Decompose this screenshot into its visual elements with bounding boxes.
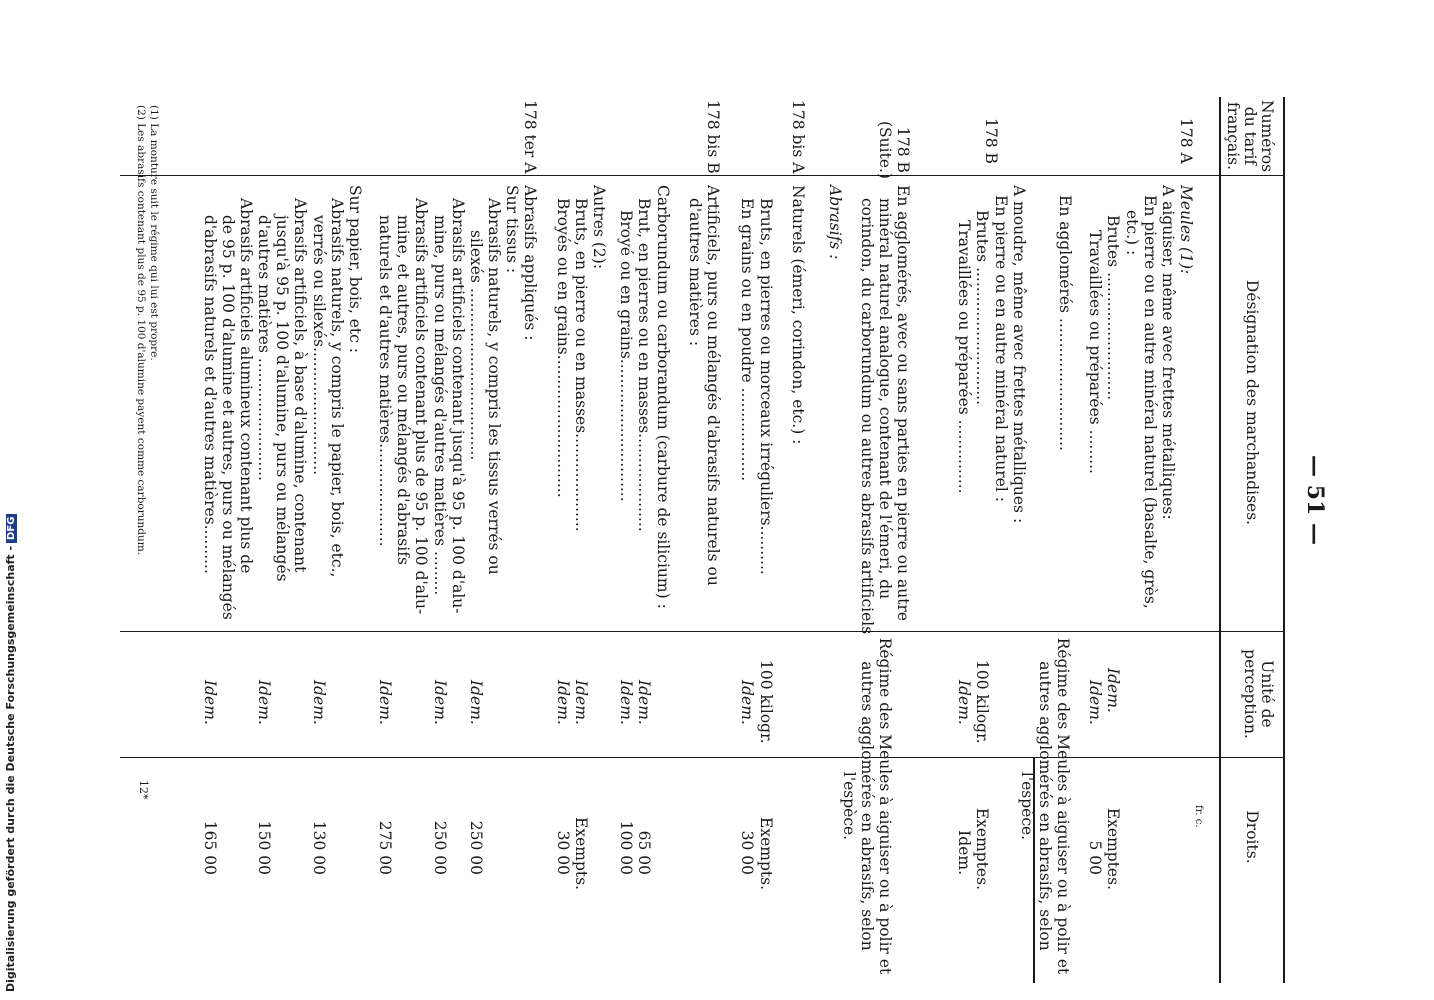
designation-line: Autres (2):	[590, 185, 608, 270]
unit-cell: Idem.	[376, 680, 394, 725]
unit-cell: 100 kilogr.	[973, 660, 991, 744]
column-divider-2	[120, 631, 1285, 632]
unit-cell: Idem.	[1104, 668, 1122, 713]
header-numeros: Numéros du tarif français.	[1224, 100, 1276, 173]
regime-note: Régime des Meules à aiguiser ou à polir et autres agglomérés en abrasifs, selon l'espèce.	[1018, 637, 1072, 975]
dfg-logo: DFG	[6, 514, 17, 543]
unit-cell: Idem.	[635, 680, 653, 725]
header-unite: Unité de perception.	[1241, 649, 1276, 739]
duty-cell: 30 00	[554, 830, 572, 875]
top-rule	[1283, 97, 1285, 983]
duty-cell: 30 00	[738, 830, 756, 875]
unit-cell: Idem.	[310, 680, 328, 725]
designation-line: Meules (1):	[1177, 185, 1195, 275]
designation-line: de 95 p. 100 d'alumine et autres, purs ou mélangés	[219, 215, 237, 620]
duty-cell: Exemptes.	[1104, 807, 1122, 890]
column-divider-1	[120, 175, 1285, 176]
designation-line: minéral naturel analogue, contenant de l'émeri, du	[876, 198, 894, 600]
duty-cell: 65 00	[635, 830, 653, 875]
designation-line: Brut, en pierres ou en masses....................	[635, 198, 653, 532]
duty-cell: Exempts.	[757, 817, 775, 890]
header-designation: Désignation des marchandises.	[1243, 279, 1261, 526]
duty-cell: 150 00	[255, 820, 273, 875]
designation-line: En grains ou en poudre ...................	[738, 198, 756, 482]
unit-cell: Idem.	[617, 680, 635, 725]
duty-cell: Exempts.	[572, 817, 590, 890]
designation-line: Abrasifs naturels, y compris les tissus verrés ou	[485, 198, 503, 575]
designation-line: En pierre ou en autre minéral naturel (basalte, grès,	[1141, 195, 1159, 609]
designation-line: Naturels (émeri, corindon, etc.) :	[789, 185, 807, 445]
designation-line: Brutes ............................	[973, 210, 991, 406]
designation-line: Carborundum ou carborandum (carbure de silicium) :	[654, 185, 672, 609]
designation-line: Travaillées ou préparées ...............	[955, 220, 973, 494]
tariff-number: 178 ter A	[521, 100, 539, 174]
signature-mark: 12*	[137, 780, 150, 800]
duty-cell: 130 00	[310, 820, 328, 875]
duty-cell: Idem.	[955, 830, 973, 875]
designation-line: Brutes ..........................	[1104, 215, 1122, 401]
unit-cell: Idem.	[467, 680, 485, 725]
unit-cell: Idem.	[572, 680, 590, 725]
designation-line: En pierre ou en autre minéral naturel :	[992, 195, 1010, 502]
header-rule	[1219, 97, 1221, 983]
unit-cell: Idem.	[554, 680, 572, 725]
unit-cell: 100 kilogr.	[757, 660, 775, 744]
designation-line: mine, purs ou mélangés d'autres matières .........	[431, 215, 449, 596]
header-droits: Droits.	[1243, 810, 1261, 864]
footnote: (1) La monture suit le régime qui lui est propre.	[148, 105, 160, 361]
designation-line: En agglomérés, avec ou sans parties en pierre ou autre	[894, 185, 912, 622]
duty-cell: 100 00	[617, 820, 635, 875]
designation-line: Bruts, en pierres ou morceaux irréguliers..........	[757, 198, 775, 575]
currency-label: fr. c.	[1193, 805, 1204, 828]
page-number: — 51 —	[1302, 455, 1328, 545]
designation-line: Bruts, en pierre ou en masses....................	[572, 198, 590, 532]
designation-line: Artificiels, purs ou mélangés d'abrasifs naturels ou	[704, 185, 722, 586]
unit-cell: Idem.	[738, 680, 756, 725]
designation-line: Travaillées ou préparées .........	[1086, 230, 1104, 474]
designation-line: mine, et autres, purs ou mélangés d'abrasifs	[394, 215, 412, 565]
designation-line: jusqu'à 95 p. 100 d'alumine, purs ou mélangés	[273, 215, 291, 582]
duty-cell: Exemptes.	[973, 807, 991, 890]
column-divider-3	[120, 757, 1285, 758]
designation-line: Abrasifs appliqués :	[521, 185, 539, 341]
designation-line: Sur papier, bois, etc :	[346, 185, 364, 353]
unit-cell: Idem.	[255, 680, 273, 725]
designation-line: verrés ou silexés..........................	[310, 215, 328, 476]
unit-cell: Idem.	[431, 680, 449, 725]
duty-cell: 165 00	[201, 820, 219, 875]
unit-cell: Idem.	[955, 680, 973, 725]
credit-text: Digitalisierung gefördert durch die Deutsche Forschungsgemeinschaft -	[4, 545, 17, 992]
duty-cell: 275 00	[376, 820, 394, 875]
designation-line: A moudre, même avec frettes métalliques :	[1010, 185, 1028, 524]
document-page	[130, 0, 1330, 1000]
designation-line: corindon, du carborundum ou autres abrasifs artificiels	[858, 198, 876, 635]
footnote: (2) Les abrasifs contenant plus de 95 p. 100 d'alumine payent comme carborundum.	[135, 105, 147, 556]
duty-cell: 250 00	[431, 820, 449, 875]
designation-line: Abrasifs artificiels contenant plus de 95 p. 100 d'alu-	[412, 198, 430, 615]
designation-line: Sur tissus :	[503, 185, 521, 274]
tariff-number: 178 B	[982, 118, 1000, 164]
unit-cell: Idem.	[1086, 680, 1104, 725]
tariff-number: 178 A	[1177, 118, 1195, 164]
designation-line: Abrasifs artificiels, à base d'alumine, contenant	[291, 198, 309, 573]
designation-line: d'abrasifs naturels et d'autres matières..........	[201, 215, 219, 574]
designation-line: naturels et d'autres matières.....................	[376, 215, 394, 547]
designation-line: Broyé ou en grains.............................	[617, 210, 635, 502]
regime-note: Régime des Meules à aiguiser ou à polir et autres agglomérés en abrasifs, selon l'espèce.	[840, 637, 894, 975]
digitization-credit	[4, 514, 17, 992]
tariff-number: 178 bis A	[789, 100, 807, 174]
designation-line: Broyés ou en grains.............................	[554, 198, 572, 498]
designation-line: Abrasifs artificiels contenant jusqu'à 95 p. 100 d'alu-	[449, 198, 467, 614]
unit-cell: Idem.	[201, 680, 219, 725]
tariff-number: 178 bis B	[704, 100, 722, 174]
designation-line: Abrasifs artificiels alumineux contenant plus de	[237, 198, 255, 574]
designation-line: Abrasifs :	[826, 185, 844, 260]
designation-line: d'autres matières .........................	[255, 215, 273, 482]
designation-line: etc.) :	[1123, 210, 1141, 256]
duty-cell: 250 00	[467, 820, 485, 875]
designation-line: En agglomérés ...........................	[1056, 195, 1074, 451]
tariff-number: 178 B (Suite.)	[876, 121, 912, 179]
designation-line: A aiguiser, même avec frettes métalliques:	[1159, 185, 1177, 520]
designation-line: Abrasifs naturels, y compris le papier, bois, etc.,	[328, 198, 346, 578]
designation-line: silexés ...................................	[467, 230, 485, 461]
duty-cell: 5 00	[1086, 840, 1104, 875]
designation-line: d'autres matières :	[686, 198, 704, 347]
